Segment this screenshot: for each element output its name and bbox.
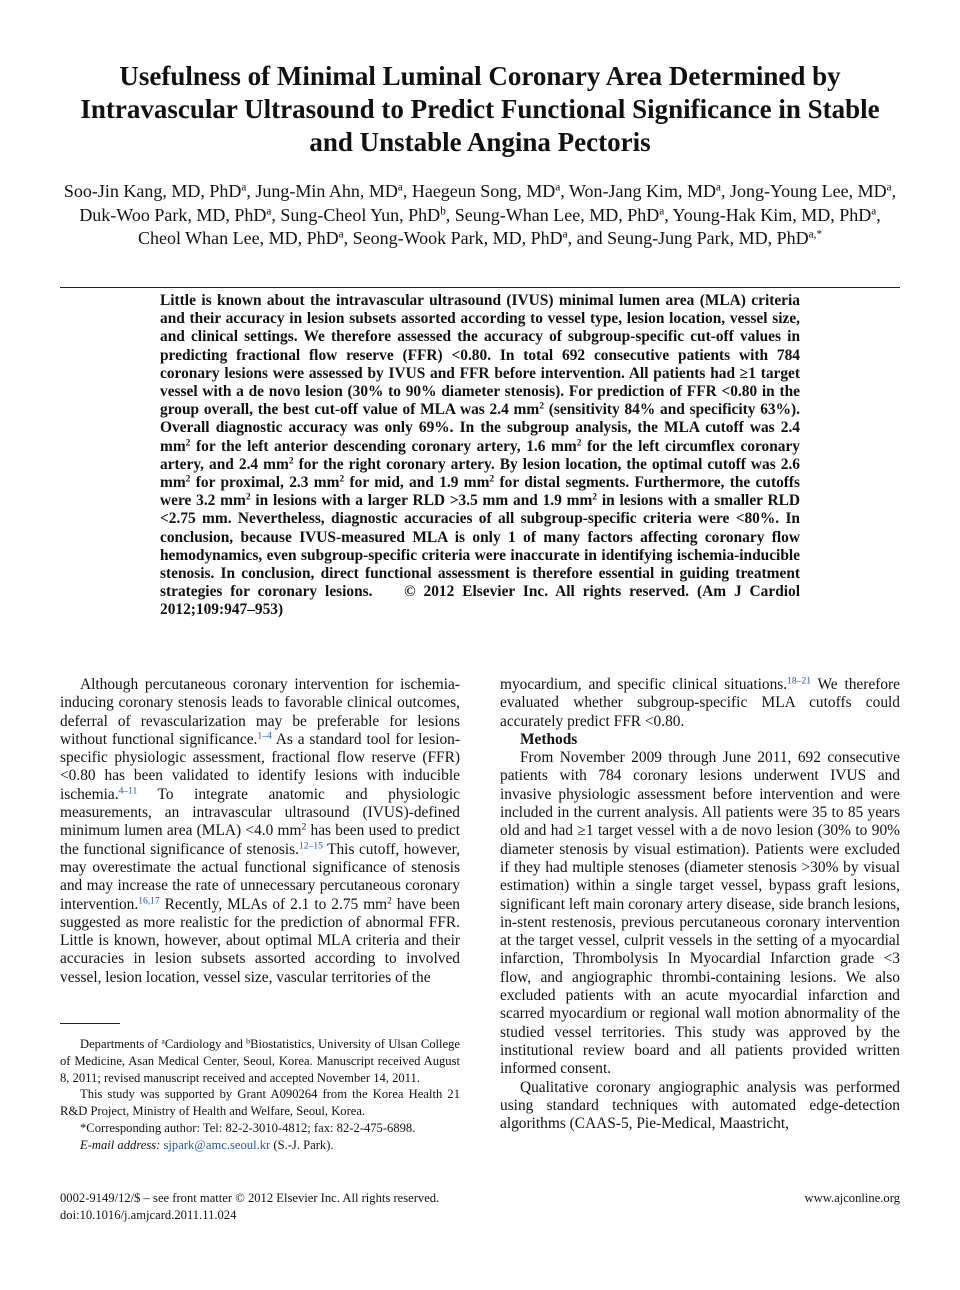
affiliation-footnote: Departments of $^a$Cardiology and $^b$Biostatistics, University of Ulsan College of Medicine, Asan Medical Center, Seoul, Korea. Manuscript received August 8, 2011; revised manuscript received and accepted November 14, 2011.: [60, 1036, 461, 1085]
abstract-text: for the left anterior descending coronary artery, 1.6 mm: [190, 437, 577, 455]
author-name: Jung-Min Ahn, MD: [255, 181, 398, 201]
author-name: Sung-Cheol Yun, PhD: [280, 204, 441, 225]
footnotes: [60, 1036, 460, 1154]
intro-text-continued: have been suggested as more realistic for the prediction of abnormal FFR. Little is known, however, about optimal MLA criteria and their accuracies in lesion subsets assorted according to involved vessel, lesion location, vessel size, vascular territories of the: [60, 895, 460, 986]
author-affiliation-mark: a: [397, 181, 403, 194]
abstract-copyright: © 2012 Elsevier Inc. All rights reserved.: [404, 583, 690, 601]
author-name: Duk-Woo Park, MD, PhD: [79, 204, 267, 225]
intro-text-continued: myocardium, and specific clinical situations.: [500, 676, 788, 693]
abstract-text: (sensitivity 84% and specificity 63%). Overall diagnostic accuracy was only 69%. In the subgroup analysis, the MLA cutoff was 2.4 mm: [160, 401, 800, 455]
section-heading-methods: Methods: [520, 730, 578, 748]
author-name: Seung-Whan Lee, MD, PhD: [454, 204, 660, 225]
methods-paragraph: Qualitative coronary angiographic analysis was performed using standard techniques with automated edge-detection algorithms (CAAS-5, Pie-Medical, Maastricht,: [500, 1078, 900, 1133]
abstract-text: for the left circumflex coronary artery, and 2.4 mm: [160, 437, 801, 473]
author-affiliation-mark: a: [886, 181, 892, 194]
corresponding-author: *Corresponding author: Tel: 82-2-3010-4812; fax: 82-2-475-6898.: [80, 1120, 416, 1135]
abstract-top-rule: [60, 287, 900, 288]
author-affiliation-mark: a: [659, 204, 665, 217]
abstract-text: Little is known about the intravascular ultrasound (IVUS) minimal lumen area (MLA) criteria and their accuracy in lesion subsets assorted according to vessel type, lesion location, vessel size, and clinical settings. We therefore assessed the accuracy of subgroup-specific cut-off values in predicting fractional flow reserve (FFR) <0.80. In total 692 consecutive patients with 784 coronary lesions were assessed by IVUS and FFR before intervention. All patients had ≥1 target vessel with a de novo lesion (30% to 90% diameter stenosis). For prediction of FFR <0.80 in the group overall, the best cut-off value of MLA was 2.4 mm: [160, 292, 800, 419]
author-name: Seong-Wook Park, MD, PhD: [352, 228, 563, 248]
author-affiliation-mark: a: [562, 228, 568, 241]
abstract-text: for distal segments. Furthermore, the cutoffs were 3.2 mm: [160, 474, 801, 510]
reference-link[interactable]: 1–4: [257, 730, 272, 742]
intro-paragraph-continued: myocardium, and specific clinical situations.$^{18-21}$ We therefore evaluated whether subgroup-specific MLA cutoffs could accurately predict FFR <0.80.: [500, 675, 900, 730]
author-affiliation-mark: a: [555, 181, 561, 194]
author-affiliation-mark: a,*: [808, 228, 822, 241]
issn-line: 0002-9149/12/$ – see front matter © 2012 Elsevier Inc. All rights reserved.: [60, 1191, 440, 1205]
reference-link[interactable]: 4–11: [118, 785, 138, 797]
reference-link[interactable]: 12–15: [299, 839, 323, 851]
abstract-text: for proximal, 2.3 mm: [190, 474, 340, 492]
abstract-text: for the right coronary artery. By lesion location, the optimal cutoff was 2.6 mm: [160, 455, 801, 492]
abstract-text: in lesions with a smaller RLD <2.75 mm. Nevertheless, diagnostic accuracies of all subgroup-specific criteria were <80%. In conclusion, because IVUS-measured MLA is only 1 of many factors affecting coronary flow hemodynamics, even subgroup-specific criteria were inaccurate in identifying ischemia-inducible stenosis. In conclusion, direct functional assessment is therefore essential in guiding treatment strategies for coronary lesions.: [160, 492, 801, 601]
author-affiliation-mark: a: [266, 204, 272, 217]
author-affiliation-mark: a: [338, 228, 344, 241]
doi-line[interactable]: doi:10.1016/j.amjcard.2011.11.024: [60, 1207, 237, 1222]
reference-link[interactable]: 16,17: [138, 894, 160, 906]
intro-paragraph: Although percutaneous coronary intervention for ischemia-inducing coronary stenosis leads to favorable clinical outcomes, deferral of revascularization may be preferable for lesions without functional significance.$^{1-4}$ As a standard tool for lesion-specific physiologic assessment, fractional flow reserve (FFR) <0.80 has been validated to identify lesions with inducible ischemia.$^{4-11}$ To integrate anatomic and physiologic measurements, an intravascular ultrasound (IVUS)-defined minimum lumen area (MLA) <4.0 $mm^2$ has been used to predict the functional significance of stenosis.$^{12-15}$ This cutoff, however, may overestimate the actual functional significance of stenosis and may increase the rate of unnecessary percutaneous coronary intervention.$^{16,17}$ Recently, MLAs of 2.1 to 2.75 $mm^2$ have been suggested as more realistic for the prediction of abnormal FFR. Little is known, however, about optimal MLA criteria and their accuracies in lesion subsets assorted according to involved vessel, lesion location, vessel size, vascular territories of the: [60, 676, 461, 986]
author-name: Cheol Whan Lee, MD, PhD: [138, 228, 339, 248]
abstract: Little is known about the intravascular ultrasound (IVUS) minimal lumen area (MLA) criteria and their accuracy in lesion subsets assorted according to vessel type, lesion location, vessel size, and clinical settings. We therefore assessed the accuracy of subgroup-specific cut-off values in predicting fractional flow reserve (FFR) <0.80. In total 692 consecutive patients with 784 coronary lesions were assessed by IVUS and FFR before intervention. All patients had ≥1 target vessel with a de novo lesion (30% to 90% diameter stenosis). For prediction of FFR <0.80 in the group overall, the best cut-off value of MLA was 2.4 $mm^2$ (sensitivity 84% and specificity 63%). Overall diagnostic accuracy was only 69%. In the subgroup analysis, the MLA cutoff was 2.4 $mm^2$ for the left anterior descending coronary artery, 1.6 $mm^2$ for the left circumflex coronary artery, and 2.4 $mm^2$ for the right coronary artery. By lesion location, the optimal cutoff was 2.6 $mm^2$ for proximal, 2.3 $mm^2$ for mid, and 1.9 $mm^2$ for distal segments. Furthermore, the cutoffs were 3.2 $mm^2$ in lesions with a larger RLD >3.5 mm and 1.9 $mm^2$ in lesions with a smaller RLD <2.75 mm. Nevertheless, diagnostic accuracies of all subgroup-specific criteria were <80%. In conclusion, because IVUS-measured MLA is only 1 of many factors affecting coronary flow hemodynamics, even subgroup-specific criteria were inaccurate in identifying ischemia-inducible stenosis. In conclusion, direct functional assessment is therefore essential in guiding treatment strategies for coronary lesions. © 2012 Elsevier Inc. All rights reserved. (Am J Cardiol 2012;109:947–953): [160, 292, 801, 619]
journal-website[interactable]: www.ajconline.org: [804, 1191, 900, 1205]
left-column: [60, 676, 460, 987]
abstract-text: in lesions with a larger RLD >3.5 mm and 1.9 mm: [250, 492, 593, 510]
email-footnote: E-mail address: sjpark@amc.seoul.kr (S.-J. Park).: [80, 1137, 334, 1152]
author-affiliation-mark: a: [716, 181, 721, 194]
abstract-text: for mid, and 1.9 mm: [344, 474, 490, 492]
reference-link[interactable]: 18–21: [787, 675, 811, 687]
footnote-rule: [60, 1023, 120, 1024]
author-name: Haegeun Song, MD: [411, 181, 556, 201]
author-affiliation-mark: b: [440, 204, 446, 217]
author-affiliation-mark: a: [871, 204, 877, 217]
author-name: Soo-Jin Kang, MD, PhD: [63, 181, 242, 201]
author-name: Won-Jang Kim, MD: [568, 181, 716, 201]
author-affiliation-mark: a: [241, 181, 247, 194]
funding-footnote: This study was supported by Grant A090264 from the Korea Health 21 R&D Project, Ministry of Health and Welfare, Seoul, Korea.: [60, 1087, 460, 1119]
email-link[interactable]: sjpark@amc.seoul.kr: [163, 1137, 271, 1152]
right-column: [500, 676, 900, 1133]
author-name: Seung-Jung Park, MD, PhD: [607, 228, 809, 248]
author-list: Soo-Jin Kang, MD, PhD$^a$, Jung-Min Ahn, $MD^a$, Haegeun Song, $MD^a$, Won-Jang Kim, $MD^a$, Jong-Young Lee, $MD^a$, Duk-Woo Park, MD, PhD$^a$, Sung-Cheol Yun, PhD$^b$, Seung-Whan Lee, MD, PhD$^a$, Young-Hak Kim, MD, PhD$^a$, Cheol Whan Lee, MD, PhD$^a$, Seong-Wook Park, MD, PhD$^a$, and Seung-Jung Park, MD, PhD$^{a,*}$: [63, 181, 897, 248]
methods-paragraph: From November 2009 through June 2011, 692 consecutive patients with 784 coronary lesions underwent IVUS and invasive physiologic assessment before intervention and were included in the current analysis. All patients were 35 to 85 years old and had ≥1 target vessel with a de novo lesion (30% to 90% diameter stenosis by visual estimation). Patients were excluded if they had multiple stenoses (diameter stenosis >30% by visual estimation) within a single target vessel, bypass graft lesions, significant left main coronary artery disease, side branch lesions, in-stent restenosis, previous percutaneous coronary intervention at the target vessel, culprit vessels in the setting of a myocardial infarction, Thrombolysis In Myocardial Infarction grade <3 flow, and angiographic thrombi-containing lesions. We also excluded patients with an acute myocardial infarction and scarred myocardium or regional wall motion abnormality of the studied vessel territories. This study was approved by the institutional review board and all patients provided written informed consent.: [500, 749, 900, 1078]
issn-doi: [60, 1190, 439, 1224]
article-title: Usefulness of Minimal Luminal Coronary Area Determined by Intravascular Ultrasound to Predict Functional Significance in Stable and Unstable Angina Pectoris: [80, 61, 880, 157]
author-name: Young-Hak Kim, MD, PhD: [672, 204, 872, 225]
journal-citation: (Am J Cardiol 2012;109:947–953): [160, 583, 801, 619]
author-name: Jong-Young Lee, MD: [729, 181, 887, 201]
